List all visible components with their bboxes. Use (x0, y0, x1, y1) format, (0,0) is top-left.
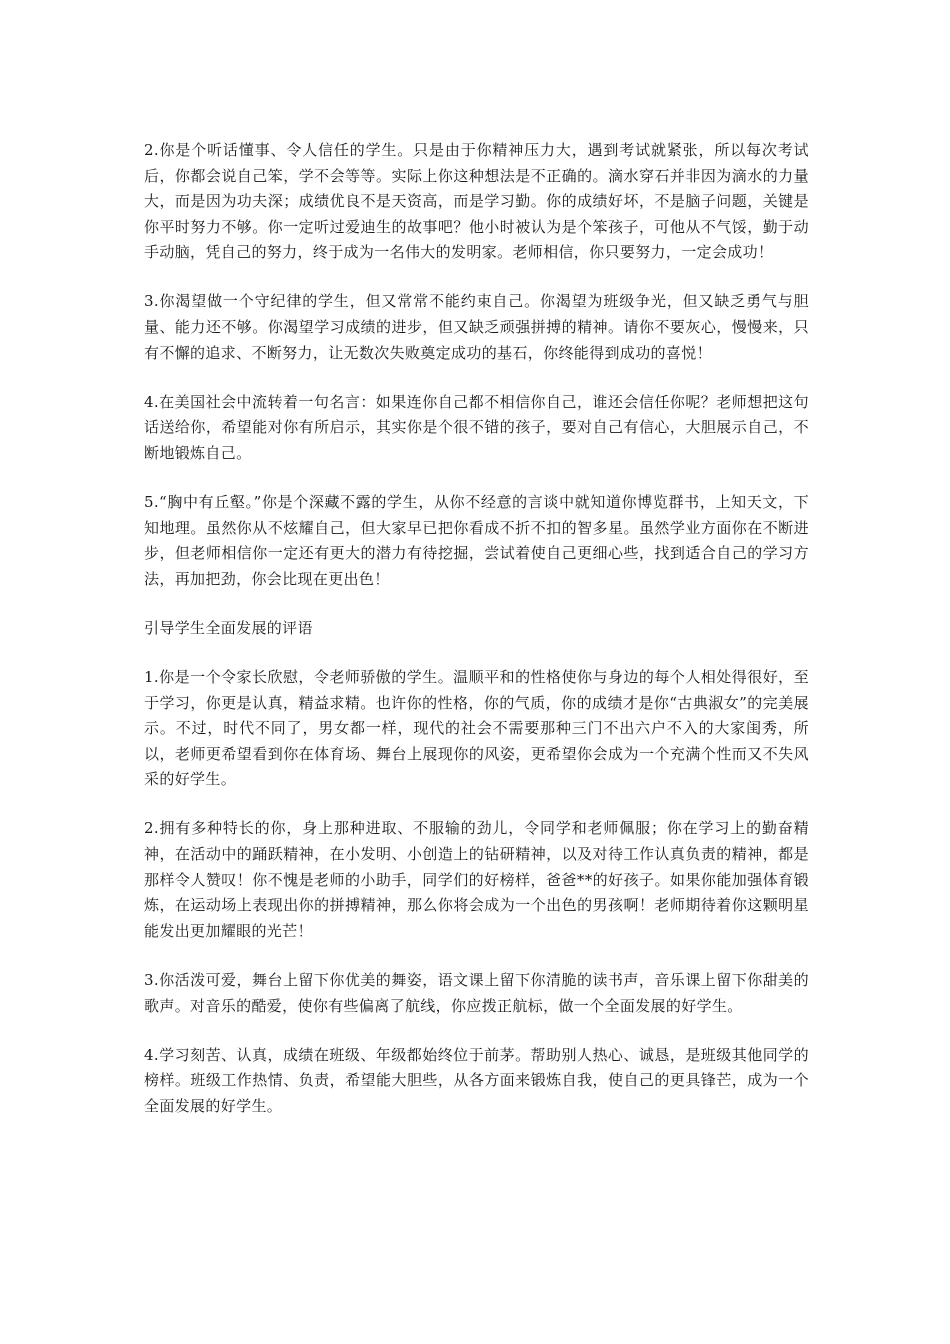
document-page (144, 138, 809, 1143)
comment-paragraph-2: 2.你是个听话懂事、令人信任的学生。只是由于你精神压力大，遇到考试就紧张，所以每次考试后，你都会说自己笨，学不会等等。实际上你这种想法是不正确的。滴水穿石并非因为滴水的力量大，而是因为功夫深；成绩优良不是天资高，而是学习勤。你的成绩好坏，不是脑子问题，关键是你平时努力不够。你一定听过爱迪生的故事吧？他小时被认为是个笨孩子，可他从不气馁，勤于动手动脑，凭自己的努力，终于成为一名伟大的发明家。老师相信，你只要努力，一定会成功！ (144, 141, 809, 262)
section-heading: 引导学生全面发展的评语 (144, 618, 313, 637)
development-paragraph-3: 3.你活泼可爱，舞台上留下你优美的舞姿，语文课上留下你清脆的读书声，音乐课上留下你甜美的歌声。对音乐的酷爱，使你有些偏离了航线，你应拨正航标，做一个全面发展的好学生。 (144, 970, 809, 1015)
development-paragraph-1: 1.你是一个令家长欣慰，令老师骄傲的学生。温顺平和的性格使你与身边的每个人相处得很好，至于学习，你更是认真，精益求精。也许你的性格，你的气质，你的成绩才是你“古典淑女”的完美展示。不过，时代不同了，男女都一样，现代的社会不需要那种三门不出六户不入的大家闺秀，所以，老师更希望看到你在体育场、舞台上展现你的风姿，更希望你会成为一个充满个性而又不失风采的好学生。 (144, 668, 809, 789)
comment-paragraph-4: 4.在美国社会中流转着一句名言：如果连你自己都不相信你自己，谁还会信任你呢？老师想把这句话送给你，希望能对你有所启示，其实你是个很不错的孩子，要对自己有信心，大胆展示自己，不断地锻炼自己。 (144, 392, 809, 462)
comment-paragraph-5: 5.“胸中有丘壑。”你是个深藏不露的学生，从你不经意的言谈中就知道你博览群书，上知天文，下知地理。虽然你从不炫耀自己，但大家早已把你看成不折不扣的智多星。虽然学业方面你在不断进步，但老师相信你一定还有更大的潜力有待挖掘，尝试着使自己更细心些，找到适合自己的学习方法，再加把劲，你会比现在更出色！ (144, 493, 809, 588)
development-paragraph-2: 2.拥有多种特长的你，身上那种进取、不服输的劲儿，令同学和老师佩服；你在学习上的勤奋精神，在活动中的踊跃精神，在小发明、小创造上的钻研精神，以及对待工作认真负责的精神，都是那样令人赞叹！你不愧是老师的小助手，同学们的好榜样，爸爸**的好孩子。如果你能加强体育锻炼，在运动场上表现出你的拼搏精神，那么你将会成为一个出色的男孩啊！老师期待着你这颗明星能发出更加耀眼的光芒！ (144, 819, 809, 940)
development-paragraph-4: 4.学习刻苦、认真，成绩在班级、年级都始终位于前茅。帮助别人热心、诚恳，是班级其他同学的榜样。班级工作热情、负责，希望能大胆些，从各方面来锻炼自我，使自己的更具锋芒，成为一个全面发展的好学生。 (144, 1045, 809, 1115)
comment-paragraph-3: 3.你渴望做一个守纪律的学生，但又常常不能约束自己。你渴望为班级争光，但又缺乏勇气与胆量、能力还不够。你渴望学习成绩的进步，但又缺乏顽强拼搏的精神。请你不要灰心，慢慢来，只有不懈的追求、不断努力，让无数次失败奠定成功的基石，你终能得到成功的喜悦！ (144, 292, 809, 362)
